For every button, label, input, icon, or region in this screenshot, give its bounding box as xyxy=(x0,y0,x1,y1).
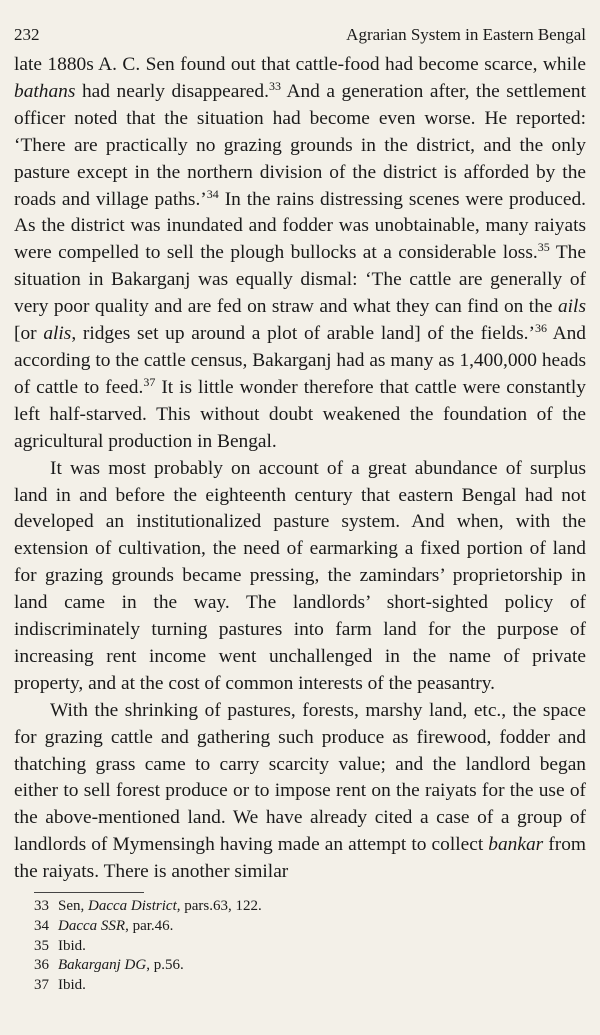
footnote xyxy=(34,897,586,917)
footnote-number: 33 xyxy=(34,898,49,915)
footnote-text xyxy=(58,938,86,954)
text-run: [or xyxy=(14,323,44,345)
footnote-number: 37 xyxy=(34,976,49,993)
footnote-text xyxy=(58,977,86,993)
text-run: bankar xyxy=(488,834,544,856)
text-run: , ridges set up around a plot of arable land] of the fields.’ xyxy=(71,323,535,345)
footnote xyxy=(34,937,586,957)
text-run: It was most probably on account of a great abundance of surplus land in and before the eighteenth century that eastern Bengal had not developed an institutionalized pasture system. And when, with the extension of cultivation, the need of earmarking a fixed portion of land for grazing grounds became pressing, the zamindars’ proprietorship in land came in the way. The landlords’ short-sighted policy of indiscriminately turning pastures into farm land for the purpose of increasing rent income went unchallenged in the name of private property, and at the cost of common interests of the peasantry. xyxy=(14,457,586,694)
footnote-ref: 37 xyxy=(143,374,156,389)
text-run: It is little wonder therefore that cattle were constantly left half-starved. This without doubt weakened the foundation of the agricultural production in Bengal. xyxy=(14,376,586,452)
page-header xyxy=(14,24,586,46)
text-run: late 1880s A. C. Sen found out that cattle-food had become scarce, while xyxy=(14,54,586,75)
text-run: bathans xyxy=(14,80,76,102)
text-run: Dacca SSR xyxy=(58,917,126,934)
text-run: Ibid. xyxy=(58,976,86,993)
page-number: 232 xyxy=(14,25,40,44)
footnote-ref: 34 xyxy=(206,186,219,201)
text-run: from the raiyats. There is another similar xyxy=(14,834,586,883)
text-run: ails xyxy=(557,296,586,318)
footnote xyxy=(34,976,586,996)
text-run: had nearly disappeared. xyxy=(75,80,269,102)
text-run: Sen, xyxy=(58,898,88,915)
footnote xyxy=(34,917,586,937)
footnote-text xyxy=(58,898,262,914)
paragraph xyxy=(14,52,586,456)
footnote-number: 34 xyxy=(34,917,49,934)
text-run: With the shrinking of pastures, forests, marshy land, etc., the space for grazing cattle and gathering such produce as firewood, fodder and thatching grass came to carry scarcity value; and the landlord began either to sell forest produce or to impose rent on the raiyats for the use of the above-mentioned land. We have already cited a case of a group of landlords of Mymensingh having made an attempt to collect xyxy=(14,699,586,856)
text-run: And according to the cattle census, Bakarganj had as many as 1,400,000 heads of cattle to feed. xyxy=(14,323,586,398)
text-run: , par.46. xyxy=(125,917,174,934)
footnote-number: 35 xyxy=(34,937,49,954)
text-run: , pars.63, 122. xyxy=(176,898,262,915)
running-title: Agrarian System in Eastern Bengal xyxy=(346,25,586,44)
text-run: alis xyxy=(43,323,72,345)
footnote xyxy=(34,956,586,976)
footnote-ref: 35 xyxy=(537,240,550,255)
text-run: , p.56. xyxy=(146,957,184,974)
footnote-text xyxy=(58,957,184,973)
text-run: Ibid. xyxy=(58,937,86,954)
footnote-ref: 36 xyxy=(534,321,547,336)
footnote-number: 36 xyxy=(34,957,49,974)
text-run: The situation in Bakarganj was equally dismal: ‘The cattle are generally of very poor quality and are fed on straw and what they can find on the xyxy=(14,242,586,318)
paragraph xyxy=(14,698,586,886)
body-text xyxy=(14,52,586,886)
footnote-ref: 33 xyxy=(268,78,281,93)
text-run: And a generation after, the settlement officer noted that the situation had become even worse. He reported: ‘There are practically no grazing grounds in the district, and the only pasture except in the northern division of the district is afforded by the roads and village paths.’ xyxy=(14,80,586,210)
text-run: Bakarganj DG xyxy=(58,957,147,974)
paragraph xyxy=(14,456,586,698)
text-run: Dacca District xyxy=(88,898,177,915)
footnote-text xyxy=(58,918,173,934)
footnote-rule xyxy=(34,892,144,893)
text-run: In the rains distressing scenes were produced. As the district was inundated and fodder was unobtainable, many raiyats were compelled to sell the plough bullocks at a considerable loss. xyxy=(14,188,586,264)
footnotes xyxy=(14,897,586,996)
